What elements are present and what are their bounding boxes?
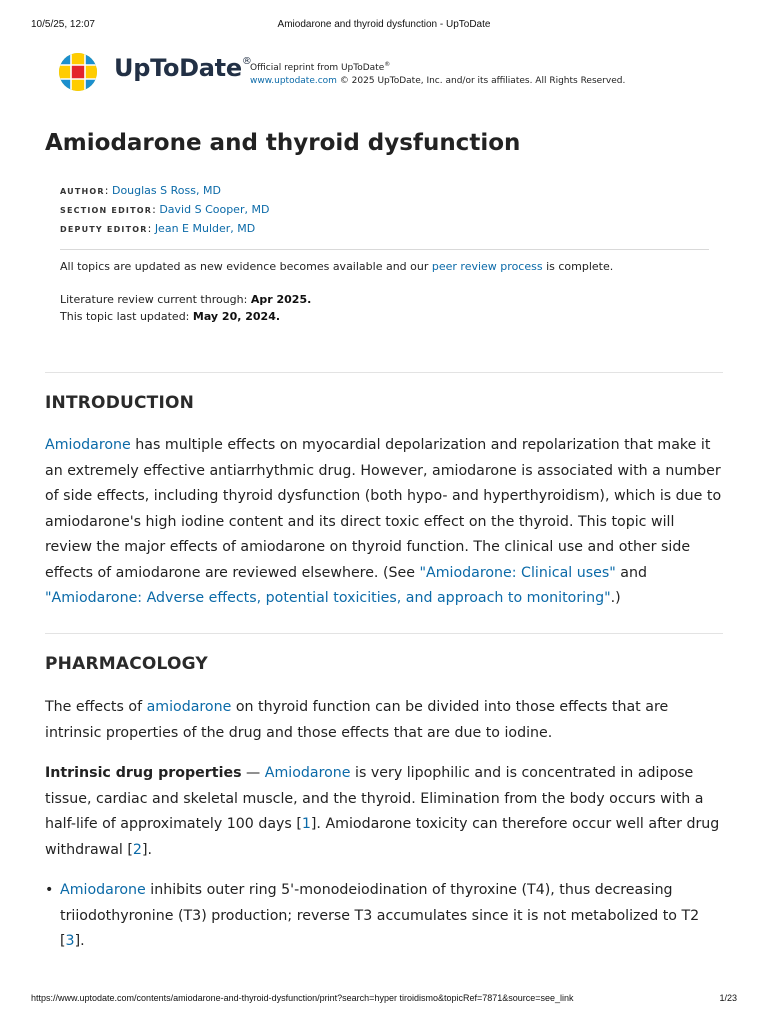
intrinsic-text-2: ]. Amiodarone toxicity can therefore occur well after drug withdrawal [ — [45, 816, 720, 858]
print-datetime: 10/5/25, 12:07 — [31, 19, 95, 30]
bullet-text: inhibits outer ring 5'-monodeiodination of thyroxine (T4), thus decreasing triiodothyronine (T3) production; reverse T3 accumulates since it is not metabolized to T2 [ — [60, 882, 700, 949]
amiodarone-link[interactable]: Amiodarone — [60, 882, 146, 898]
review-dates — [60, 291, 311, 325]
introduction-end: .) — [610, 590, 621, 606]
amiodarone-link[interactable]: amiodarone — [146, 699, 232, 715]
last-updated-end: . — [275, 310, 281, 323]
uptodate-logo-icon — [58, 52, 98, 92]
pharmacology-intro-paragraph — [45, 695, 725, 746]
reprint-reg-mark: ® — [384, 61, 391, 68]
divider — [45, 372, 723, 373]
print-page-title: Amiodarone and thyroid dysfunction - UpToDate — [277, 19, 491, 30]
last-updated-date: May 20, 2024 — [192, 310, 276, 323]
bullet-icon: • — [45, 882, 54, 898]
adverse-effects-link[interactable]: "Amiodarone: Adverse effects, potential toxicities, and approach to monitoring" — [45, 590, 611, 606]
intrinsic-text: is very lipophilic and is concentrated in adipose tissue, cardiac and skeletal muscle, and the thyroid. Elimination from the body occurs with a half-life of approximately 100 days [ — [45, 765, 704, 832]
copyright-text: © 2025 UpToDate, Inc. and/or its affiliates. All Rights Reserved. — [336, 76, 626, 86]
em-dash: — — [241, 765, 265, 781]
copyright-line — [250, 75, 625, 88]
reprint-notice — [250, 58, 625, 88]
pharmacology-text: The effects of — [45, 699, 147, 715]
update-note-text-end: is complete. — [542, 260, 614, 273]
clinical-uses-link[interactable]: "Amiodarone: Clinical uses" — [419, 564, 616, 581]
divider — [45, 633, 723, 634]
reference-link-2[interactable]: 2 — [132, 841, 142, 858]
reference-link-3[interactable]: 3 — [65, 933, 75, 949]
byline — [60, 182, 269, 239]
article-title: Amiodarone and thyroid dysfunction — [45, 130, 521, 156]
divider — [60, 249, 709, 250]
reference-link-1[interactable]: 1 — [301, 816, 311, 832]
literature-end: . — [307, 293, 312, 306]
section-editor-link[interactable]: David S Cooper, MD — [159, 203, 270, 216]
literature-label: Literature review current through: — [60, 293, 251, 306]
brand-name — [114, 54, 252, 82]
deputy-editor-link[interactable]: Jean E Mulder, MD — [154, 222, 256, 235]
amiodarone-link[interactable]: Amiodarone — [45, 437, 131, 453]
list-item-text — [60, 878, 725, 955]
site-link[interactable]: www.uptodate.com — [250, 76, 337, 86]
pharmacology-heading: PHARMACOLOGY — [45, 654, 208, 674]
update-note-text: All topics are updated as new evidence becomes available and our — [60, 260, 432, 273]
brand-reg-mark: ® — [241, 56, 252, 67]
byline-deputy-editor: DEPUTY EDITOR: Jean E Mulder, MD — [60, 222, 256, 235]
byline-author: AUTHOR: Douglas S Ross, MD — [60, 184, 221, 197]
print-url: https://www.uptodate.com/contents/amiodarone-and-thyroid-dysfunction/print?search=hyper tiroidismo&topicRef=7871&source=see_link — [31, 993, 574, 1003]
byline-section-editor: SECTION EDITOR: David S Cooper, MD — [60, 203, 270, 216]
byline-role: DEPUTY EDITOR — [60, 225, 148, 234]
introduction-and: and — [615, 564, 647, 581]
literature-review-line — [60, 291, 311, 308]
pharmacology-text-end: on thyroid function can be divided into those effects that are intrinsic properties of the drug and those effects that are due to iodine. — [45, 699, 669, 741]
peer-review-link[interactable]: peer review process — [431, 260, 543, 273]
byline-role: SECTION EDITOR — [60, 206, 153, 215]
introduction-heading: INTRODUCTION — [45, 393, 195, 413]
reprint-line — [250, 58, 625, 75]
introduction-text: has multiple effects on myocardial depolarization and repolarization that make it an extremely effective antiarrhythmic drug. However, amiodarone is associated with a number of side effects, including thyroid dysfunction (both hypo- and hyperthyroidism), which is due to amiodarone's high iodine content and its direct toxic effect on the thyroid. This topic will review the major effects of amiodarone on thyroid function. The clinical use and other side effects of amiodarone are reviewed elsewhere. (See — [45, 437, 722, 581]
update-note — [60, 258, 613, 275]
page-number: 1/23 — [719, 993, 737, 1003]
bullet-text-end: ]. — [74, 933, 85, 949]
byline-role: AUTHOR — [60, 187, 105, 196]
introduction-paragraph — [45, 433, 725, 612]
intrinsic-text-end: ]. — [141, 841, 152, 858]
author-link[interactable]: Douglas S Ross, MD — [111, 184, 221, 197]
intrinsic-properties-paragraph — [45, 761, 725, 863]
last-updated-line — [60, 308, 311, 325]
brand-name-text: UpToDate — [114, 54, 242, 82]
last-updated-label: This topic last updated: — [60, 310, 193, 323]
literature-date: Apr 2025 — [250, 293, 308, 306]
reprint-text: Official reprint from UpToDate — [250, 63, 385, 73]
amiodarone-link[interactable]: Amiodarone — [264, 765, 351, 781]
intrinsic-properties-label: Intrinsic drug properties — [45, 765, 242, 781]
